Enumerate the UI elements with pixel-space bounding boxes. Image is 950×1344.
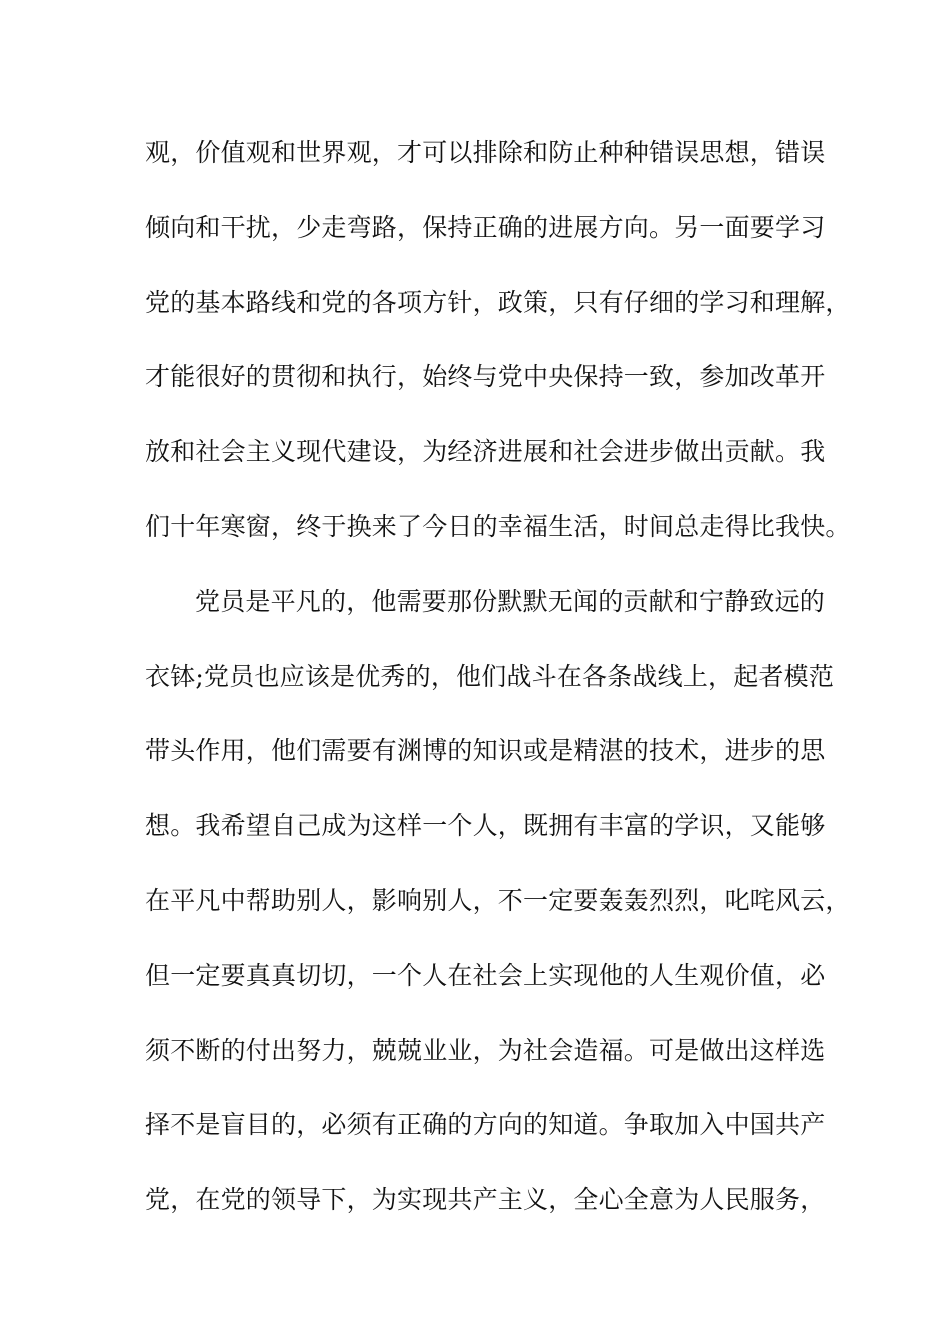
paragraph-first-line: 党员是平凡的，他需要那份默默无闻的贡献和宁静致远的	[195, 586, 826, 616]
text-line: 衣钵;党员也应该是优秀的，他们战斗在各条战线上，起者模范	[145, 661, 835, 691]
text-line: 须不断的付出努力，兢兢业业，为社会造福。可是做出这样选	[145, 1035, 826, 1065]
body-text	[145, 129, 851, 1251]
text-line: 择不是盲目的，必须有正确的方向的知道。争取加入中国共产	[145, 1110, 826, 1140]
text-line: 党，在党的领导下，为实现共产主义，全心全意为人民服务，	[145, 1185, 826, 1215]
text-line: 想。我希望自己成为这样一个人，既拥有丰富的学识，又能够	[145, 811, 826, 841]
text-line: 带头作用，他们需要有渊博的知识或是精湛的技术，进步的思	[145, 736, 826, 766]
text-line: 才能很好的贯彻和执行，始终与党中央保持一致，参加改革开	[145, 362, 826, 392]
text-line: 观，价值观和世界观，才可以排除和防止种种错误思想，错误	[145, 138, 826, 167]
text-line: 们十年寒窗，终于换来了今日的幸福生活，时间总走得比我快。	[145, 511, 851, 541]
text-line: 倾向和干扰，少走弯路，保持正确的进展方向。另一面要学习	[145, 212, 826, 242]
text-line: 党的基本路线和党的各项方针，政策，只有仔细的学习和理解，	[145, 287, 851, 317]
text-line: 放和社会主义现代建设，为经济进展和社会进步做出贡献。我	[145, 437, 826, 467]
text-line: 在平凡中帮助别人，影响别人，不一定要轰轰烈烈，叱咤风云，	[145, 885, 851, 915]
text-line: 但一定要真真切切，一个人在社会上实现他的人生观价值，必	[145, 960, 826, 990]
